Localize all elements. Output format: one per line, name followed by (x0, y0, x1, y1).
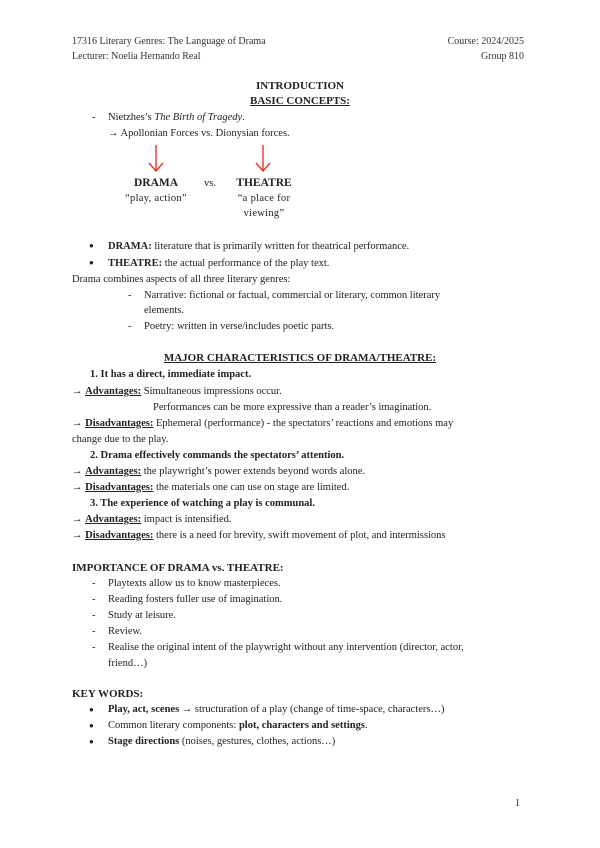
introduction-title: INTRODUCTION (255, 80, 344, 92)
list-dash: - (92, 626, 96, 637)
group-number: Group 810 (480, 51, 524, 62)
nietzsche-suffix: . (242, 112, 245, 123)
importance-title: IMPORTANCE OF DRAMA vs. THEATRE: (72, 562, 284, 574)
vs-label: vs. (204, 178, 216, 189)
disadvantages-line (72, 530, 445, 541)
list-dash: - (92, 642, 96, 653)
definition-term: DRAMA: (108, 241, 152, 252)
genres-intro: Drama combines aspects of all three literary genres: (72, 274, 291, 285)
genre-narrative: Narrative: fictional or factual, commercial or literary, common literary (144, 290, 441, 301)
keyword-text: Common literary components: (108, 720, 239, 731)
nietzsche-line (108, 112, 245, 123)
definition-text: literature that is primarily written for theatrical performance. (151, 241, 410, 252)
keyword-term: plot, characters and settings (238, 720, 365, 731)
page-number: 1 (515, 798, 520, 809)
list-dash: - (92, 578, 96, 589)
disadvantages-line (72, 482, 349, 493)
disadvantages-text: Ephemeral (performance) - the spectators’ reactions and emotions may (153, 418, 454, 429)
list-dash: - (92, 594, 96, 605)
book-title: The Birth of Tragedy (154, 112, 243, 123)
importance-item: Reading fosters fuller use of imagination. (108, 594, 283, 605)
bullet-icon: ● (89, 258, 94, 267)
forces-line: → Apollonian Forces vs. Dionysian forces. (108, 128, 290, 139)
list-dash: - (92, 112, 96, 123)
bullet-icon: ● (89, 705, 94, 714)
keyword-text: (noises, gestures, clothes, actions…) (179, 736, 336, 747)
right-arrow-icon: → (72, 418, 86, 429)
advantages-text: impact is intensified. (141, 514, 232, 525)
importance-item: Playtexts allow us to know masterpieces. (108, 578, 281, 589)
right-arrow-icon: → (72, 530, 86, 541)
keyword-item-directions (108, 736, 335, 747)
importance-item: Realise the original intent of the playwright without any intervention (director, actor, (108, 642, 464, 653)
list-dash: - (92, 610, 96, 621)
advantages-label: Advantages: (85, 466, 142, 477)
down-arrow-icon (253, 144, 273, 174)
keyword-term: Play, act, scenes (108, 704, 180, 715)
advantages-label: Advantages: (85, 386, 142, 397)
definition-term: THEATRE: (108, 258, 163, 269)
drama-meaning: “play, action” (125, 193, 187, 204)
theatre-meaning-line1: “a place for (237, 193, 291, 204)
course-year: Course: 2024/2025 (447, 36, 524, 47)
advantages-line (72, 466, 365, 477)
major-characteristics-title: MAJOR CHARACTERISTICS OF DRAMA/THEATRE: (163, 352, 437, 364)
right-arrow-icon: → (72, 466, 86, 477)
right-arrow-icon: → (72, 386, 86, 397)
disadvantages-cont: change due to the play. (72, 434, 169, 445)
bullet-icon: ● (89, 241, 94, 250)
definition-theatre (108, 258, 329, 269)
characteristic-2: 2. Drama effectively commands the spectators’ attention. (90, 450, 345, 461)
keyword-term: Stage directions (108, 736, 180, 747)
keyword-item-components (108, 720, 368, 731)
drama-word: DRAMA (133, 177, 179, 189)
importance-item: Review. (108, 626, 143, 637)
down-arrow-icon (146, 144, 166, 174)
keyword-text-end: . (364, 720, 368, 731)
disadvantages-text: the materials one can use on stage are limited. (153, 482, 350, 493)
importance-item: Study at leisure. (108, 610, 176, 621)
list-dash: - (128, 290, 132, 301)
keyword-item-structure (108, 704, 444, 715)
advantages-line (72, 514, 232, 525)
advantages-label: Advantages: (85, 514, 142, 525)
advantages-cont: Performances can be more expressive than a reader’s imagination. (153, 402, 432, 413)
characteristic-1: 1. It has a direct, immediate impact. (90, 369, 252, 380)
definition-drama (108, 241, 409, 252)
disadvantages-label: Disadvantages: (85, 530, 154, 541)
theatre-meaning-line2: viewing” (243, 208, 285, 219)
advantages-line (72, 386, 282, 397)
disadvantages-text: there is a need for brevity, swift movement of plot, and intermissions (153, 530, 446, 541)
characteristic-3: 3. The experience of watching a play is communal. (90, 498, 315, 509)
right-arrow-icon: → (72, 514, 86, 525)
disadvantages-label: Disadvantages: (85, 418, 154, 429)
lecturer-name: Lecturer: Noelia Hernando Real (72, 51, 201, 62)
genre-narrative-cont: elements. (144, 305, 184, 316)
course-title: 17316 Literary Genres: The Language of Drama (72, 36, 266, 47)
disadvantages-line (72, 418, 453, 429)
right-arrow-icon: → (72, 482, 86, 493)
disadvantages-label: Disadvantages: (85, 482, 154, 493)
bullet-icon: ● (89, 721, 94, 730)
advantages-text: the playwright’s power extends beyond words alone. (141, 466, 366, 477)
theatre-word: THEATRE (236, 177, 292, 189)
nietzsche-prefix: Nietzhes’s (108, 112, 155, 123)
definition-text: the actual performance of the play text. (162, 258, 330, 269)
keyword-text: → structuration of a play (change of time-space, characters…) (179, 704, 445, 715)
genre-poetry: Poetry: written in verse/includes poetic parts. (144, 321, 335, 332)
list-dash: - (128, 321, 132, 332)
advantages-text: Simultaneous impressions occur. (141, 386, 282, 397)
importance-item-cont: friend…) (108, 658, 148, 669)
basic-concepts-title: BASIC CONCEPTS: (250, 95, 350, 107)
bullet-icon: ● (89, 737, 94, 746)
key-words-title: KEY WORDS: (72, 688, 144, 700)
